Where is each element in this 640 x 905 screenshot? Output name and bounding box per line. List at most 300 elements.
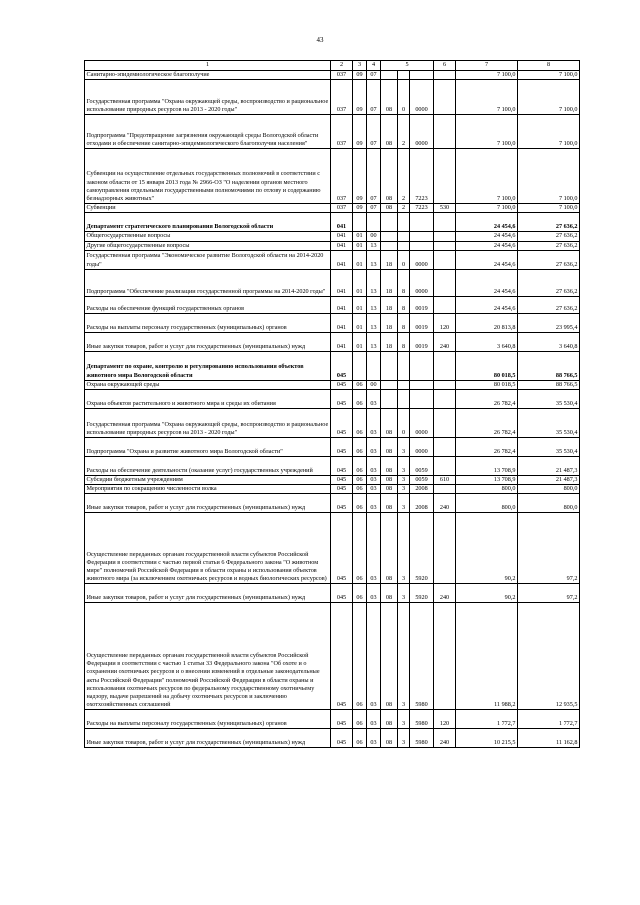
cell-amount-year1: 26 782,4 — [456, 438, 518, 457]
cell-target-direction: 0019 — [410, 296, 434, 313]
cell-admin-code: 041 — [331, 296, 353, 313]
cell-section-code: 06 — [353, 485, 367, 494]
cell-target-subprogram: 2 — [398, 115, 410, 149]
cell-expense-type: 240 — [434, 332, 456, 351]
cell-section-code — [353, 213, 367, 232]
cell-admin-code: 045 — [331, 409, 353, 438]
table-row — [85, 149, 580, 204]
cell-target-program — [381, 380, 398, 389]
cell-target-direction: 5980 — [410, 710, 434, 729]
table-row — [85, 513, 580, 584]
row-name: Государственная программа "Экономическое развитие Вологодской области на 2014-2020 годы" — [85, 250, 331, 269]
cell-admin-code: 045 — [331, 513, 353, 584]
cell-expense-type — [434, 149, 456, 204]
cell-subsection-code: 07 — [367, 149, 381, 204]
cell-target-program: 08 — [381, 584, 398, 603]
cell-subsection-code — [367, 351, 381, 380]
column-header: 5 — [381, 61, 434, 71]
cell-section-code: 09 — [353, 71, 367, 80]
cell-amount-year2: 11 162,8 — [518, 729, 580, 748]
cell-section-code: 01 — [353, 250, 367, 269]
row-name: Расходы на выплаты персоналу государственных (муниципальных) органов — [85, 313, 331, 332]
cell-admin-code: 045 — [331, 584, 353, 603]
row-name: Мероприятия по сокращению численности волка — [85, 485, 331, 494]
cell-amount-year2: 27 636,2 — [518, 241, 580, 250]
cell-amount-year1: 7 100,0 — [456, 149, 518, 204]
cell-target-direction: 0000 — [410, 80, 434, 115]
cell-admin-code: 045 — [331, 485, 353, 494]
cell-subsection-code: 07 — [367, 71, 381, 80]
column-header: 2 — [331, 61, 353, 71]
cell-amount-year1: 10 215,5 — [456, 729, 518, 748]
cell-subsection-code: 03 — [367, 513, 381, 584]
cell-subsection-code: 13 — [367, 313, 381, 332]
table-row — [85, 351, 580, 380]
cell-target-direction: 5980 — [410, 729, 434, 748]
cell-expense-type — [434, 457, 456, 476]
cell-expense-type — [434, 269, 456, 296]
cell-target-subprogram — [398, 390, 410, 409]
cell-admin-code: 041 — [331, 332, 353, 351]
table-row — [85, 269, 580, 296]
cell-amount-year2: 800,0 — [518, 485, 580, 494]
row-name: Другие общегосударственные вопросы — [85, 241, 331, 250]
cell-admin-code: 045 — [331, 710, 353, 729]
cell-target-subprogram — [398, 351, 410, 380]
cell-target-subprogram: 8 — [398, 332, 410, 351]
cell-target-direction — [410, 241, 434, 250]
cell-amount-year2: 7 100,0 — [518, 204, 580, 213]
cell-section-code: 06 — [353, 438, 367, 457]
table-row — [85, 71, 580, 80]
cell-subsection-code: 07 — [367, 80, 381, 115]
cell-admin-code: 041 — [331, 232, 353, 241]
cell-target-direction — [410, 351, 434, 380]
cell-target-direction: 0059 — [410, 457, 434, 476]
table-row — [85, 232, 580, 241]
cell-target-direction: 5980 — [410, 603, 434, 710]
cell-target-subprogram: 3 — [398, 476, 410, 485]
cell-subsection-code: 03 — [367, 438, 381, 457]
cell-admin-code: 045 — [331, 729, 353, 748]
cell-admin-code: 045 — [331, 603, 353, 710]
cell-section-code: 01 — [353, 332, 367, 351]
cell-expense-type — [434, 241, 456, 250]
cell-target-subprogram: 0 — [398, 80, 410, 115]
cell-expense-type — [434, 380, 456, 389]
cell-target-subprogram: 3 — [398, 584, 410, 603]
cell-target-direction — [410, 380, 434, 389]
cell-admin-code: 045 — [331, 494, 353, 513]
cell-amount-year2: 23 995,4 — [518, 313, 580, 332]
cell-expense-type — [434, 603, 456, 710]
cell-section-code: 01 — [353, 241, 367, 250]
cell-target-subprogram: 0 — [398, 409, 410, 438]
cell-target-direction: 2008 — [410, 494, 434, 513]
cell-amount-year1: 13 708,9 — [456, 457, 518, 476]
cell-subsection-code: 13 — [367, 269, 381, 296]
row-name: Расходы на выплаты персоналу государственных (муниципальных) органов — [85, 710, 331, 729]
row-name: Санитарно-эпидемиологическое благополучие — [85, 71, 331, 80]
cell-target-subprogram: 3 — [398, 710, 410, 729]
table-row — [85, 457, 580, 476]
cell-section-code: 06 — [353, 603, 367, 710]
cell-target-direction: 0019 — [410, 313, 434, 332]
cell-target-program: 18 — [381, 332, 398, 351]
cell-subsection-code: 00 — [367, 232, 381, 241]
cell-target-program: 08 — [381, 485, 398, 494]
cell-expense-type: 240 — [434, 494, 456, 513]
cell-target-direction: 0000 — [410, 409, 434, 438]
cell-amount-year2: 1 772,7 — [518, 710, 580, 729]
table-row — [85, 115, 580, 149]
cell-section-code — [353, 351, 367, 380]
row-name: Охрана окружающей среды — [85, 380, 331, 389]
table-row — [85, 485, 580, 494]
cell-expense-type: 610 — [434, 476, 456, 485]
cell-subsection-code: 07 — [367, 204, 381, 213]
table-row — [85, 204, 580, 213]
cell-target-subprogram: 3 — [398, 603, 410, 710]
cell-target-program: 18 — [381, 250, 398, 269]
row-name: Расходы на обеспечение функций государственных органов — [85, 296, 331, 313]
cell-target-direction — [410, 390, 434, 409]
cell-amount-year2: 27 636,2 — [518, 269, 580, 296]
cell-amount-year1: 800,0 — [456, 494, 518, 513]
row-name: Осуществление переданных органам государственной власти субъектов Российской Федерации в соответствии с частью первой статьи 6 Федерального закона "О животном мире" полномочий Российской Федерации в области охраны и использования объектов животного мира (за исключением охотничьих ресурсов и водных биологических ресурсов) — [85, 513, 331, 584]
cell-admin-code: 045 — [331, 476, 353, 485]
cell-section-code: 06 — [353, 584, 367, 603]
row-name: Департамент по охране, контролю и регулированию использования объектов животного мира Вологодской области — [85, 351, 331, 380]
cell-target-program — [381, 232, 398, 241]
cell-expense-type — [434, 485, 456, 494]
cell-target-direction: 0059 — [410, 476, 434, 485]
cell-target-subprogram: 3 — [398, 485, 410, 494]
table-row — [85, 296, 580, 313]
cell-target-program: 18 — [381, 269, 398, 296]
cell-target-program: 08 — [381, 438, 398, 457]
cell-expense-type — [434, 71, 456, 80]
cell-section-code: 06 — [353, 729, 367, 748]
cell-admin-code: 045 — [331, 438, 353, 457]
cell-amount-year2: 12 935,5 — [518, 603, 580, 710]
header-row — [85, 61, 580, 71]
row-name: Подпрограмма "Охрана и развитие животного мира Вологодской области" — [85, 438, 331, 457]
cell-section-code: 06 — [353, 457, 367, 476]
cell-admin-code: 045 — [331, 351, 353, 380]
cell-expense-type: 240 — [434, 729, 456, 748]
cell-target-program — [381, 351, 398, 380]
cell-target-subprogram — [398, 213, 410, 232]
cell-amount-year2: 97,2 — [518, 513, 580, 584]
cell-subsection-code: 03 — [367, 494, 381, 513]
cell-amount-year2: 27 636,2 — [518, 213, 580, 232]
cell-amount-year1: 24 454,6 — [456, 269, 518, 296]
cell-target-subprogram: 3 — [398, 513, 410, 584]
cell-admin-code: 037 — [331, 80, 353, 115]
cell-target-subprogram — [398, 380, 410, 389]
cell-expense-type — [434, 80, 456, 115]
cell-target-direction: 5920 — [410, 513, 434, 584]
cell-subsection-code — [367, 213, 381, 232]
cell-subsection-code: 13 — [367, 250, 381, 269]
cell-subsection-code: 03 — [367, 710, 381, 729]
table-row — [85, 380, 580, 389]
cell-amount-year1: 11 988,2 — [456, 603, 518, 710]
cell-target-direction: 0000 — [410, 438, 434, 457]
cell-amount-year2: 7 100,0 — [518, 115, 580, 149]
table-row — [85, 390, 580, 409]
cell-target-program: 08 — [381, 457, 398, 476]
table-row — [85, 213, 580, 232]
cell-target-direction: 0000 — [410, 115, 434, 149]
cell-amount-year1: 24 454,6 — [456, 232, 518, 241]
cell-amount-year2: 88 766,5 — [518, 351, 580, 380]
cell-section-code: 09 — [353, 80, 367, 115]
cell-target-program — [381, 241, 398, 250]
column-header: 4 — [367, 61, 381, 71]
cell-admin-code: 037 — [331, 71, 353, 80]
cell-amount-year2: 7 100,0 — [518, 149, 580, 204]
cell-subsection-code: 03 — [367, 476, 381, 485]
cell-target-direction — [410, 213, 434, 232]
cell-amount-year2: 27 636,2 — [518, 250, 580, 269]
cell-section-code: 06 — [353, 390, 367, 409]
cell-target-program: 08 — [381, 513, 398, 584]
table-row — [85, 241, 580, 250]
cell-target-subprogram: 8 — [398, 313, 410, 332]
cell-section-code: 01 — [353, 296, 367, 313]
cell-expense-type: 120 — [434, 313, 456, 332]
cell-subsection-code: 13 — [367, 241, 381, 250]
cell-subsection-code: 03 — [367, 409, 381, 438]
table-row — [85, 80, 580, 115]
cell-subsection-code: 03 — [367, 390, 381, 409]
cell-target-subprogram: 3 — [398, 457, 410, 476]
cell-amount-year1: 7 100,0 — [456, 71, 518, 80]
cell-expense-type — [434, 250, 456, 269]
cell-expense-type — [434, 390, 456, 409]
cell-subsection-code: 13 — [367, 332, 381, 351]
cell-amount-year1: 7 100,0 — [456, 80, 518, 115]
cell-amount-year1: 80 018,5 — [456, 380, 518, 389]
cell-subsection-code: 03 — [367, 457, 381, 476]
cell-target-direction: 0000 — [410, 269, 434, 296]
cell-target-program: 08 — [381, 409, 398, 438]
cell-expense-type: 120 — [434, 710, 456, 729]
cell-admin-code: 045 — [331, 390, 353, 409]
cell-section-code: 06 — [353, 380, 367, 389]
cell-subsection-code: 03 — [367, 584, 381, 603]
cell-target-program: 18 — [381, 313, 398, 332]
row-name: Осуществление переданных органам государственной власти субъектов Российской Федерации в соответствии с частью 1 статьи 33 Федерального закона "Об охоте и о сохранении охотничьих ресурсов и о внесении изменений в отдельные законодательные акты Российской Федерации" полномочий Российской Федерации в области охраны и использования охотничьих ресурсов по федеральному государственному охотничьему надзору, выдаче разрешений на добычу охотничьих ресурсов и заключению охотхозяйственных соглашений — [85, 603, 331, 710]
table-body — [85, 71, 580, 748]
cell-admin-code: 041 — [331, 250, 353, 269]
row-name: Иные закупки товаров, работ и услуг для государственных (муниципальных) нужд — [85, 332, 331, 351]
cell-target-subprogram: 8 — [398, 296, 410, 313]
cell-expense-type — [434, 213, 456, 232]
cell-amount-year2: 35 530,4 — [518, 409, 580, 438]
cell-amount-year2: 21 487,3 — [518, 457, 580, 476]
cell-amount-year2: 27 636,2 — [518, 232, 580, 241]
cell-target-direction: 2008 — [410, 485, 434, 494]
cell-section-code: 01 — [353, 232, 367, 241]
cell-admin-code: 041 — [331, 313, 353, 332]
table-row — [85, 476, 580, 485]
cell-amount-year1: 80 018,5 — [456, 351, 518, 380]
cell-subsection-code: 03 — [367, 729, 381, 748]
cell-amount-year1: 7 100,0 — [456, 204, 518, 213]
row-name: Расходы на обеспечение деятельности (оказание услуг) государственных учреждений — [85, 457, 331, 476]
cell-target-program: 08 — [381, 603, 398, 710]
cell-target-program — [381, 213, 398, 232]
row-name: Субсидии бюджетным учреждениям — [85, 476, 331, 485]
row-name: Государственная программа "Охрана окружающей среды, воспроизводство и рациональное использование природных ресурсов на 2013 - 2020 годы" — [85, 80, 331, 115]
cell-amount-year1: 13 708,9 — [456, 476, 518, 485]
cell-amount-year2: 97,2 — [518, 584, 580, 603]
row-name: Субвенции — [85, 204, 331, 213]
cell-amount-year2: 27 636,2 — [518, 296, 580, 313]
page-number: 43 — [316, 36, 324, 44]
table-row — [85, 332, 580, 351]
table-row — [85, 710, 580, 729]
row-name: Иные закупки товаров, работ и услуг для государственных (муниципальных) нужд — [85, 584, 331, 603]
cell-amount-year2: 7 100,0 — [518, 80, 580, 115]
cell-amount-year2: 88 766,5 — [518, 380, 580, 389]
cell-target-direction: 7223 — [410, 204, 434, 213]
cell-admin-code: 041 — [331, 269, 353, 296]
cell-target-program: 08 — [381, 115, 398, 149]
cell-target-program — [381, 71, 398, 80]
row-name: Подпрограмма "Обеспечение реализации государственной программы на 2014-2020 годы" — [85, 269, 331, 296]
column-header: 3 — [353, 61, 367, 71]
cell-section-code: 06 — [353, 513, 367, 584]
table-row — [85, 313, 580, 332]
cell-amount-year2: 21 487,3 — [518, 476, 580, 485]
cell-section-code: 01 — [353, 269, 367, 296]
row-name: Общегосударственные вопросы — [85, 232, 331, 241]
cell-target-subprogram: 2 — [398, 204, 410, 213]
cell-amount-year1: 24 454,6 — [456, 296, 518, 313]
row-name: Государственная программа "Охрана окружающей среды, воспроизводство и рациональное использование природных ресурсов на 2013 - 2020 годы" — [85, 409, 331, 438]
cell-target-subprogram: 3 — [398, 729, 410, 748]
cell-amount-year1: 1 772,7 — [456, 710, 518, 729]
cell-expense-type — [434, 115, 456, 149]
cell-amount-year2: 35 530,4 — [518, 390, 580, 409]
table-row — [85, 729, 580, 748]
row-name: Иные закупки товаров, работ и услуг для государственных (муниципальных) нужд — [85, 729, 331, 748]
cell-amount-year1: 800,0 — [456, 485, 518, 494]
cell-subsection-code: 00 — [367, 380, 381, 389]
cell-target-subprogram: 3 — [398, 438, 410, 457]
cell-expense-type — [434, 513, 456, 584]
cell-section-code: 09 — [353, 204, 367, 213]
cell-target-subprogram — [398, 232, 410, 241]
cell-subsection-code: 13 — [367, 296, 381, 313]
cell-subsection-code: 03 — [367, 485, 381, 494]
cell-section-code: 06 — [353, 409, 367, 438]
cell-admin-code: 037 — [331, 204, 353, 213]
cell-subsection-code: 07 — [367, 115, 381, 149]
cell-target-subprogram: 2 — [398, 149, 410, 204]
cell-target-program: 08 — [381, 476, 398, 485]
cell-amount-year1: 7 100,0 — [456, 115, 518, 149]
cell-target-program: 08 — [381, 204, 398, 213]
cell-amount-year1: 3 640,8 — [456, 332, 518, 351]
cell-expense-type — [434, 232, 456, 241]
budget-table — [84, 60, 580, 748]
cell-target-program — [381, 390, 398, 409]
cell-target-program: 18 — [381, 296, 398, 313]
cell-admin-code: 045 — [331, 380, 353, 389]
cell-target-direction — [410, 232, 434, 241]
cell-target-program: 08 — [381, 494, 398, 513]
row-name: Подпрограмма "Предотвращение загрязнения окружающей среды Вологодской области отходами и обеспечение санитарно-эпидемиологического благополучия населения" — [85, 115, 331, 149]
cell-expense-type — [434, 351, 456, 380]
cell-subsection-code: 03 — [367, 603, 381, 710]
cell-amount-year1: 26 782,4 — [456, 409, 518, 438]
table-row — [85, 409, 580, 438]
cell-admin-code: 037 — [331, 115, 353, 149]
table-row — [85, 603, 580, 710]
cell-amount-year2: 3 640,8 — [518, 332, 580, 351]
cell-amount-year1: 24 454,6 — [456, 213, 518, 232]
cell-expense-type: 530 — [434, 204, 456, 213]
cell-target-program: 08 — [381, 710, 398, 729]
cell-amount-year1: 20 813,8 — [456, 313, 518, 332]
cell-target-subprogram: 0 — [398, 250, 410, 269]
cell-amount-year2: 7 100,0 — [518, 71, 580, 80]
cell-amount-year1: 26 782,4 — [456, 390, 518, 409]
cell-target-direction: 7223 — [410, 149, 434, 204]
cell-section-code: 06 — [353, 710, 367, 729]
column-header: 6 — [434, 61, 456, 71]
cell-section-code: 09 — [353, 115, 367, 149]
cell-expense-type — [434, 296, 456, 313]
cell-target-direction: 0000 — [410, 250, 434, 269]
cell-target-direction: 5920 — [410, 584, 434, 603]
cell-admin-code: 041 — [331, 213, 353, 232]
row-name: Иные закупки товаров, работ и услуг для государственных (муниципальных) нужд — [85, 494, 331, 513]
cell-target-subprogram — [398, 241, 410, 250]
cell-section-code: 01 — [353, 313, 367, 332]
cell-target-direction — [410, 71, 434, 80]
cell-amount-year1: 24 454,6 — [456, 241, 518, 250]
row-name: Департамент стратегического планирования Вологодской области — [85, 213, 331, 232]
cell-admin-code: 041 — [331, 241, 353, 250]
table-row — [85, 250, 580, 269]
cell-target-subprogram — [398, 71, 410, 80]
row-name: Охрана объектов растительного и животного мира и среды их обитания — [85, 390, 331, 409]
cell-expense-type — [434, 409, 456, 438]
cell-target-subprogram: 3 — [398, 494, 410, 513]
cell-amount-year1: 90,2 — [456, 513, 518, 584]
cell-admin-code: 037 — [331, 149, 353, 204]
cell-amount-year2: 35 530,4 — [518, 438, 580, 457]
cell-amount-year1: 90,2 — [456, 584, 518, 603]
cell-amount-year2: 800,0 — [518, 494, 580, 513]
cell-target-direction: 0019 — [410, 332, 434, 351]
cell-section-code: 09 — [353, 149, 367, 204]
column-header: 1 — [85, 61, 331, 71]
cell-expense-type — [434, 438, 456, 457]
cell-expense-type: 240 — [434, 584, 456, 603]
table-row — [85, 438, 580, 457]
cell-target-program: 08 — [381, 729, 398, 748]
cell-section-code: 06 — [353, 494, 367, 513]
column-header: 7 — [456, 61, 518, 71]
row-name: Субвенции на осуществление отдельных государственных полномочий в соответствии с законом области от 15 января 2013 года № 2966-ОЗ "О наделении органов местного самоуправления отдельными государственными полномочиями по отлову и содержанию безнадзорных животных" — [85, 149, 331, 204]
